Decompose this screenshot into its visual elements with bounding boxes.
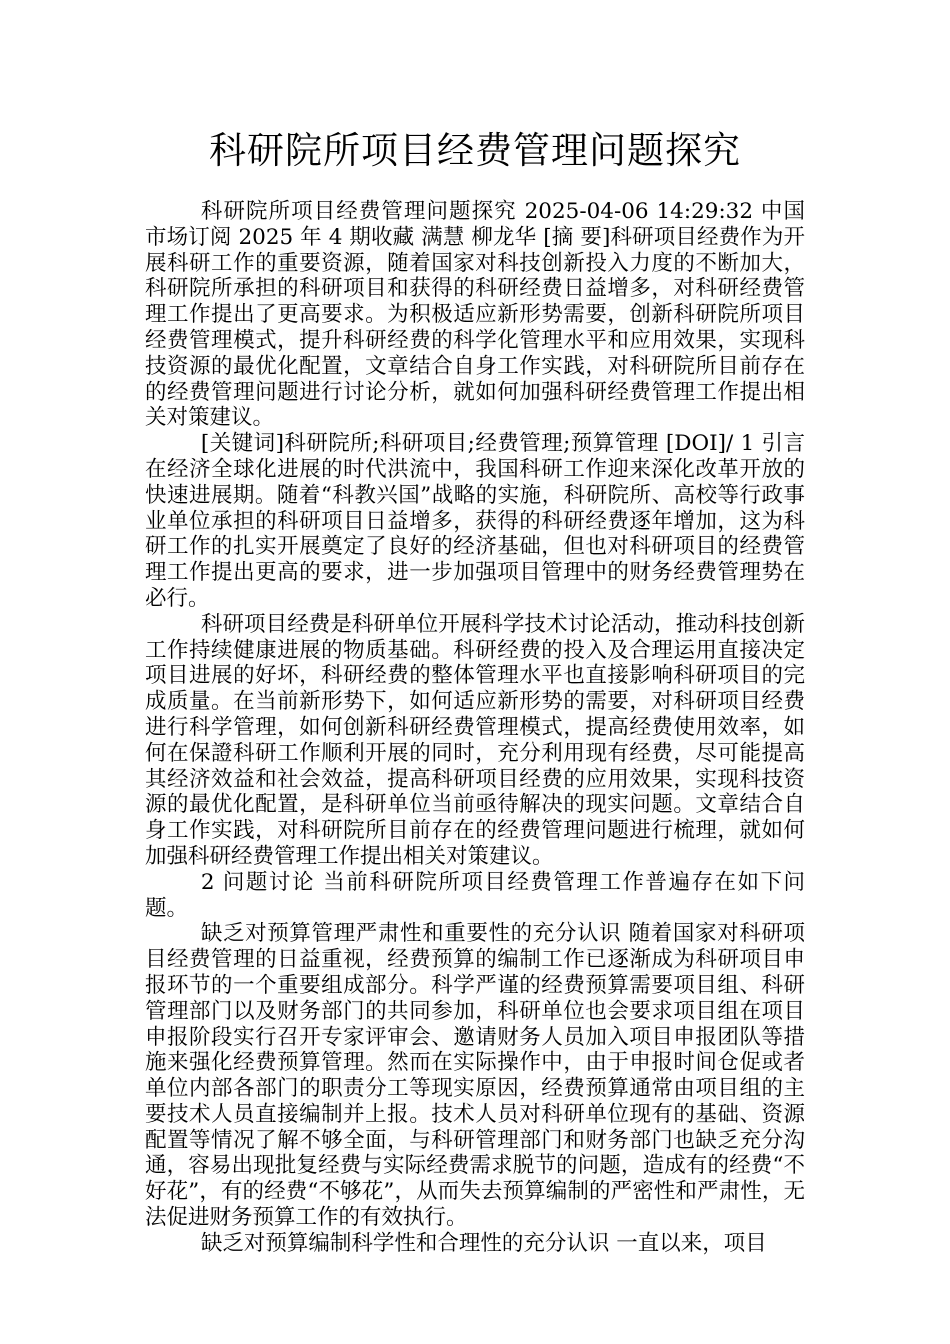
paragraph-section-2-heading: 2 问题讨论 当前科研院所项目经费管理工作普遍存在如下问题。 — [145, 869, 805, 921]
paragraph-budget-scientific: 缺乏对预算编制科学性和合理性的充分认识 一直以来，项目 — [200, 1230, 767, 1256]
paragraph-keywords-intro: [关键词]科研院所;科研项目;经费管理;预算管理 [DOI]/ 1 引言 在经济全球化进展的时代洪流中，我国科研工作迎来深化改革开放的快速进展期。随着“科教兴国”战略的实施，科研院所、高校等行政事业单位承担的科研项目日益增多，获得的科研经费逐年增加，这为科研工作的扎实开展奠定了良好的经济基础，但也对科研项目的经费管理工作提出更高的要求，进一步加强项目管理中的财务经费管理势在必行。 — [145, 431, 805, 611]
document-body — [145, 199, 805, 1257]
paragraph-funding-basis: 科研项目经费是科研单位开展科学技术讨论活动，推动科技创新工作持续健康进展的物质基础。科研经费的投入及合理运用直接决定项目进展的好坏，科研经费的整体管理水平也直接影响科研项目的完成质量。在当前新形势下，如何适应新形势的需要，对科研项目经费进行科学管理，如何创新科研经费管理模式，提高经费使用效率，如何在保證科研工作顺利开展的同时，充分利用现有经费，尽可能提高其经济效益和社会效益，提高科研项目经费的应用效果，实现科技资源的最优化配置，是科研单位当前亟待解决的现实问题。文章结合自身工作实践，对科研院所目前存在的经费管理问题进行梳理，就如何加强科研经费管理工作提出相关对策建议。 — [145, 611, 805, 869]
paragraph-abstract: 科研院所项目经费管理问题探究 2025-04-06 14:29:32 中国市场订阅 2025 年 4 期收藏 满慧 柳龙华 [摘 要]科研项目经费作为开展科研工作的重要资源，随着国家对科技创新投入力度的不断加大，科研院所承担的科研项目和获得的科研经费日益增多，对科研经费管理工作提出了更高要求。为积极适应新形势需要，创新科研院所项目经费管理模式，提升科研经费的科学化管理水平和应用效果，实现科技资源的最优化配置，文章结合自身工作实践，对科研院所目前存在的经费管理问题进行讨论分析，就如何加强科研经费管理工作提出相关对策建议。 — [145, 199, 805, 431]
paragraph-budget-seriousness: 缺乏对预算管理严肃性和重要性的充分认识 随着国家对科研项目经费管理的日益重视，经费预算的编制工作已逐渐成为科研项目申报环节的一个重要组成部分。科学严谨的经费预算需要项目组、科研管理部门以及财务部门的共同参加，科研单位也会要求项目组在项目申报阶段实行召开专家评审会、邀请财务人员加入项目申报团队等措施来强化经费预算管理。然而在实际操作中，由于申报时间仓促或者单位内部各部门的职责分工等现实原因，经费预算通常由项目组的主要技术人员直接编制并上报。技术人员对科研单位现有的基础、资源配置等情况了解不够全面，与科研管理部门和财务部门也缺乏充分沟通，容易出现批复经费与实际经费需求脱节的问题，造成有的经费“不好花”，有的经费“不够花”，从而失去预算编制的严密性和严肃性，无法促进财务预算工作的有效执行。 — [145, 921, 805, 1231]
document-title: 科研院所项目经费管理问题探究 — [209, 129, 741, 172]
